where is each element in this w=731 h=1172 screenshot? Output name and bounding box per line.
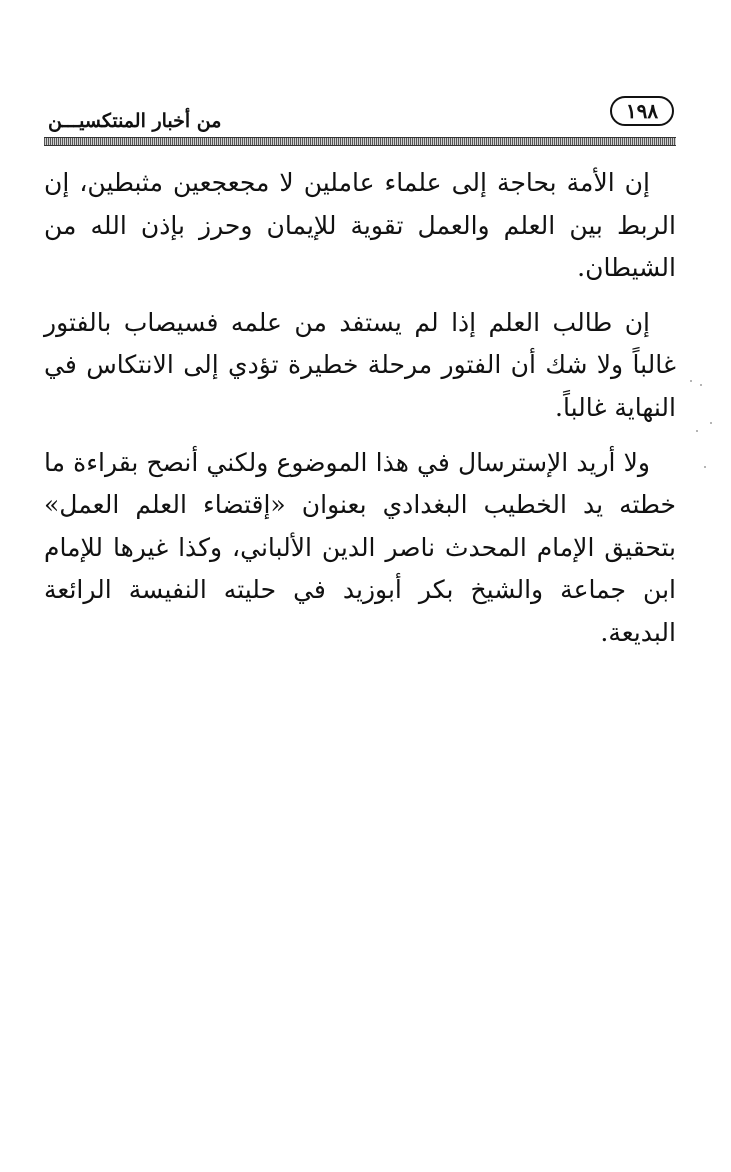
paragraph-2: إن طالب العلم إذا لم يستفد من علمه فسيصاب بالفتور غالباً ولا شك أن الفتور مرحلة خطيرة تؤدي إلى الانتكاس في النهاية غالباً.	[44, 307, 676, 422]
paragraph-1: إن الأمة بحاجة إلى علماء عاملين لا مجعجعين مثبطين، إن الربط بين العلم والعمل تقوية للإيمان وحرز بإذن الله من الشيطان.	[44, 168, 676, 283]
header-divider	[44, 137, 676, 146]
scan-specks	[688, 378, 718, 478]
page-number: ١٩٨	[610, 96, 674, 126]
running-title: من أخبار المنتكسيـــن	[48, 110, 222, 132]
paragraph-3: ولا أريد الإسترسال في هذا الموضوع ولكني أنصح بقراءة ما خطته يد الخطيب البغدادي بعنوان «إقتضاء العلم العمل» بتحقيق الإمام المحدث ناصر الدين الألباني، وكذا غيرها للإمام ابن جماعة والشيخ بكر أبوزيد في حليته النفيسة الرائعة البديعة.	[44, 447, 676, 647]
page-header	[44, 92, 676, 136]
body-text	[44, 162, 676, 667]
